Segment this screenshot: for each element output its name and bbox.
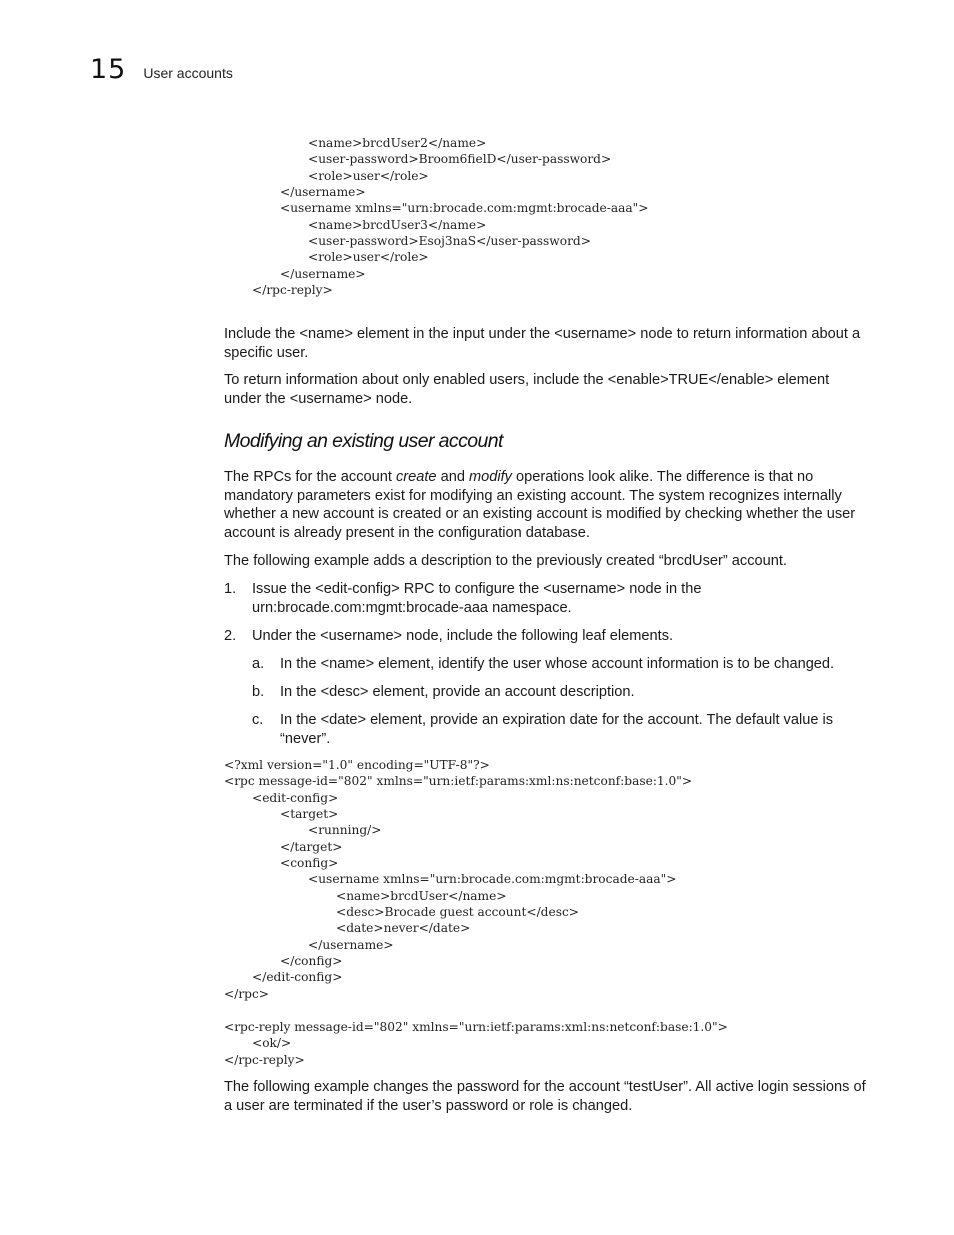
code-line: </rpc-reply> [224,1052,305,1067]
code-line: <role>user</role> [308,168,429,183]
list-marker: c. [252,712,264,728]
paragraph-password-change: The following example changes the password for the account “testUser”. All active login sessions of a user are terminated if the user’s password or role is changed. [224,1079,866,1114]
code-block-rpc-reply-tail [224,135,649,298]
emphasis-create: create [395,469,437,485]
list-item-text: In the <desc> element, provide an account description. [280,684,635,700]
list-marker: b. [252,684,265,700]
chapter-title: User accounts [143,65,233,81]
code-line: <name>brcdUser2</name> [308,136,487,150]
list-marker: a. [252,656,265,672]
list-item-substep-b [252,683,870,702]
code-line: <rpc-reply message-id="802" xmlns="urn:ietf:params:xml:ns:netconf:base:1.0"> [224,1020,728,1034]
code-line: </edit-config> [252,970,343,985]
list-item-substep-c [252,711,870,748]
code-line: <running/> [308,823,382,838]
paragraph-rpcs-description [224,468,870,542]
code-line: </target> [280,839,343,854]
list-marker: 1. [224,581,237,597]
page-header [90,54,233,85]
paragraph-enabled-users: To return information about only enabled users, include the <enable>TRUE</enable> element under the <username> node. [224,372,830,407]
code-line: <name>brcdUser3</name> [308,217,487,232]
code-line: <ok/> [252,1036,292,1051]
code-line: <desc>Brocade guest account</desc> [336,905,579,920]
code-block-rpc-reply-ok [224,1019,728,1068]
code-line: </rpc> [224,986,269,1001]
code-line: <username xmlns="urn:brocade.com:mgmt:brocade-aaa"> [308,872,677,887]
code-line: <rpc message-id="802" xmlns="urn:ietf:params:xml:ns:netconf:base:1.0"> [224,774,693,789]
text-run: operations look alike. The difference is that no mandatory parameters exist for modifying an existing account. The system recognizes internally whether a new account is created or an existing account is modified by checking whether the user account is already present in the configuration database. [224,469,856,541]
code-line: <role>user</role> [308,250,429,265]
list-item-step-2 [224,627,870,646]
list-item-text: In the <date> element, provide an expiration date for the account. The default value is “never”. [280,712,834,747]
code-line: <target> [280,807,339,822]
code-block-edit-config-rpc [224,757,692,1002]
code-line: <name>brcdUser</name> [336,888,507,903]
code-line: </rpc-reply> [252,283,333,298]
paragraph-name-element: Include the <name> element in the input under the <username> node to return information about a specific user. [224,326,861,361]
code-line: </config> [280,954,343,969]
code-line: <username xmlns="urn:brocade.com:mgmt:brocade-aaa"> [280,201,649,216]
section-heading: Modifying an existing user account [224,430,503,452]
code-line: <user-password>Broom6fielD</user-password> [308,152,612,167]
list-item-text: In the <name> element, identify the user whose account information is to be changed. [280,656,835,672]
code-line: <date>never</date> [336,921,471,936]
code-line: <user-password>Esoj3naS</user-password> [308,234,591,249]
list-marker: 2. [224,628,237,644]
code-line: <edit-config> [252,790,339,805]
code-line: </username> [308,937,394,952]
code-line: <config> [280,856,339,871]
paragraph-example-intro: The following example adds a description to the previously created “brcdUser” account. [224,553,787,569]
code-line: <?xml version="1.0" encoding="UTF-8"?> [224,758,490,772]
list-item-text: Under the <username> node, include the following leaf elements. [252,628,674,644]
list-item-substep-a [252,655,870,674]
code-line: </username> [280,185,366,200]
code-line: </username> [280,266,366,281]
text-run: The RPCs for the account [224,469,396,485]
text-run: and [436,469,469,485]
list-item-text: Issue the <edit-config> RPC to configure the <username> node in the urn:brocade.com:mgmt:brocade-aaa namespace. [252,581,702,616]
list-item-step-1 [224,580,870,617]
emphasis-modify: modify [469,469,512,485]
chapter-number: 15 [90,54,127,85]
